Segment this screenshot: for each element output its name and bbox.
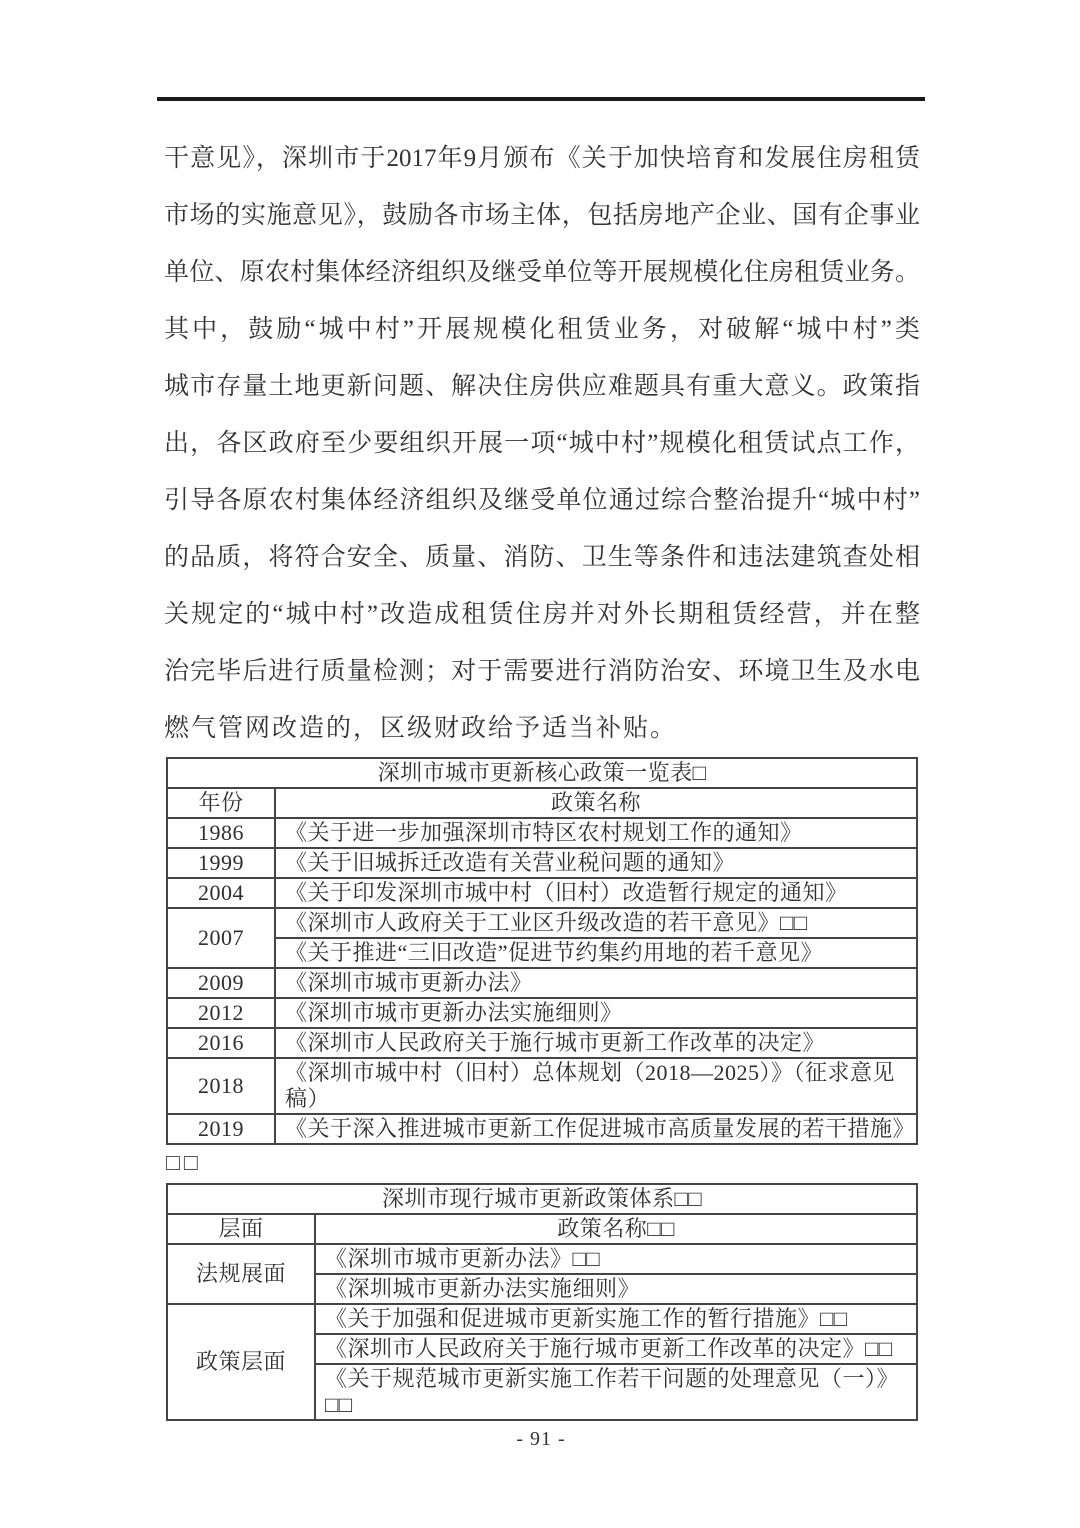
column-header-policy: 政策名称□□ — [315, 1214, 917, 1244]
level-cell: 政策层面 — [167, 1304, 315, 1420]
column-header-level: 层面 — [167, 1214, 315, 1244]
table-title-row — [167, 758, 917, 788]
paragraph-line: 的品质，将符合安全、质量、消防、卫生等条件和违法建筑查处相 — [164, 544, 920, 571]
policy-cell: 《关于进一步加强深圳市特区农村规划工作的通知》 — [275, 818, 917, 848]
page-content — [164, 130, 920, 1451]
policy-cell: 《关于推进“三旧改造”促进节约集约用地的若千意见》 — [275, 938, 917, 968]
table-title: 深圳市现行城市更新政策体系□□ — [167, 1184, 917, 1214]
paragraph-line: 干意见》，深圳市于2017年9月颁布《关于加快培育和发展住房租赁 — [164, 145, 920, 172]
table-row — [167, 1058, 917, 1114]
paragraph-line: 城市存量土地更新问题、解决住房供应难题具有重大意义。政策指 — [164, 373, 920, 400]
policy-cell: 《深圳市城中村（旧村）总体规划（2018—2025）》（征求意见稿） — [275, 1058, 917, 1114]
table-row — [167, 938, 917, 968]
paragraph-line: 关规定的“城中村”改造成租赁住房并对外长期租赁经营，并在整 — [164, 601, 920, 628]
table-row — [167, 848, 917, 878]
paragraph-line: 其中，鼓励“城中村”开展规模化租赁业务，对破解“城中村”类 — [164, 316, 920, 343]
table-row — [167, 908, 917, 938]
policy-cell: 《关于旧城拆迁改造有关营业税问题的通知》 — [275, 848, 917, 878]
table-row — [167, 998, 917, 1028]
paragraph-line: 治完毕后进行质量检测；对于需要进行消防治安、环境卫生及水电 — [164, 658, 920, 685]
policy-cell: 《深圳城市更新办法实施细则》 — [315, 1274, 917, 1304]
table-row — [167, 1114, 917, 1144]
year-cell: 1999 — [167, 848, 275, 878]
table-header-row — [167, 788, 917, 818]
paragraph-line: 单位、原农村集体经济组织及继受单位等开展规模化住房租赁业务。 — [164, 259, 920, 286]
policy-cell: 《深圳市人政府关于工业区升级改造的若干意见》□□ — [275, 908, 917, 938]
year-cell: 2009 — [167, 968, 275, 998]
level-cell: 法规展面 — [167, 1244, 315, 1304]
table-row — [167, 1244, 917, 1274]
page-number: - 91 - — [516, 1428, 566, 1450]
policy-cell: 《深圳市城市更新办法》□□ — [315, 1244, 917, 1274]
policy-cell: 《关于深入推进城市更新工作促进城市高质量发展的若干措施》 — [275, 1114, 917, 1144]
year-cell: 2004 — [167, 878, 275, 908]
table-title-row — [167, 1184, 917, 1214]
policy-cell: 《深圳市人民政府关于施行城市更新工作改革的决定》 — [275, 1028, 917, 1058]
table-row — [167, 968, 917, 998]
year-cell: 2007 — [167, 908, 275, 968]
current-policy-table — [166, 1183, 918, 1421]
year-cell: 2012 — [167, 998, 275, 1028]
header-rule — [157, 97, 925, 101]
paragraph-line: 引导各原农村集体经济组织及继受单位通过综合整治提升“城中村” — [164, 487, 920, 514]
policy-cell: 《深圳市人民政府关于施行城市更新工作改革的决定》□□ — [315, 1334, 917, 1364]
core-policy-table — [166, 757, 918, 1145]
column-header-policy: 政策名称 — [275, 788, 917, 818]
table-row — [167, 878, 917, 908]
policy-cell: 《关于加强和促进城市更新实施工作的暂行措施》□□ — [315, 1304, 917, 1334]
stray-boxes: □□ — [166, 1150, 202, 1175]
policy-cell: 《关于规范城市更新实施工作若干问题的处理意见（一）》□□ — [315, 1364, 917, 1420]
policy-cell: 《深圳市城市更新办法》 — [275, 968, 917, 998]
body-paragraph — [164, 130, 920, 757]
paragraph-line: 出，各区政府至少要组织开展一项“城中村”规模化租赁试点工作， — [164, 430, 920, 457]
paragraph-line: 燃气管网改造的，区级财政给予适当补贴。 — [164, 715, 678, 742]
table-row — [167, 818, 917, 848]
year-cell: 2016 — [167, 1028, 275, 1058]
paragraph-line: 市场的实施意见》，鼓励各市场主体，包括房地产企业、国有企事业 — [164, 202, 920, 229]
policy-cell: 《深圳市城市更新办法实施细则》 — [275, 998, 917, 1028]
year-cell: 2018 — [167, 1058, 275, 1114]
table-title: 深圳市城市更新核心政策一览表□ — [167, 758, 917, 788]
table-row — [167, 1304, 917, 1334]
table-row — [167, 1028, 917, 1058]
policy-cell: 《关于印发深圳市城中村（旧村）改造暂行规定的通知》 — [275, 878, 917, 908]
column-header-year: 年份 — [167, 788, 275, 818]
year-cell: 1986 — [167, 818, 275, 848]
year-cell: 2019 — [167, 1114, 275, 1144]
table-header-row — [167, 1214, 917, 1244]
